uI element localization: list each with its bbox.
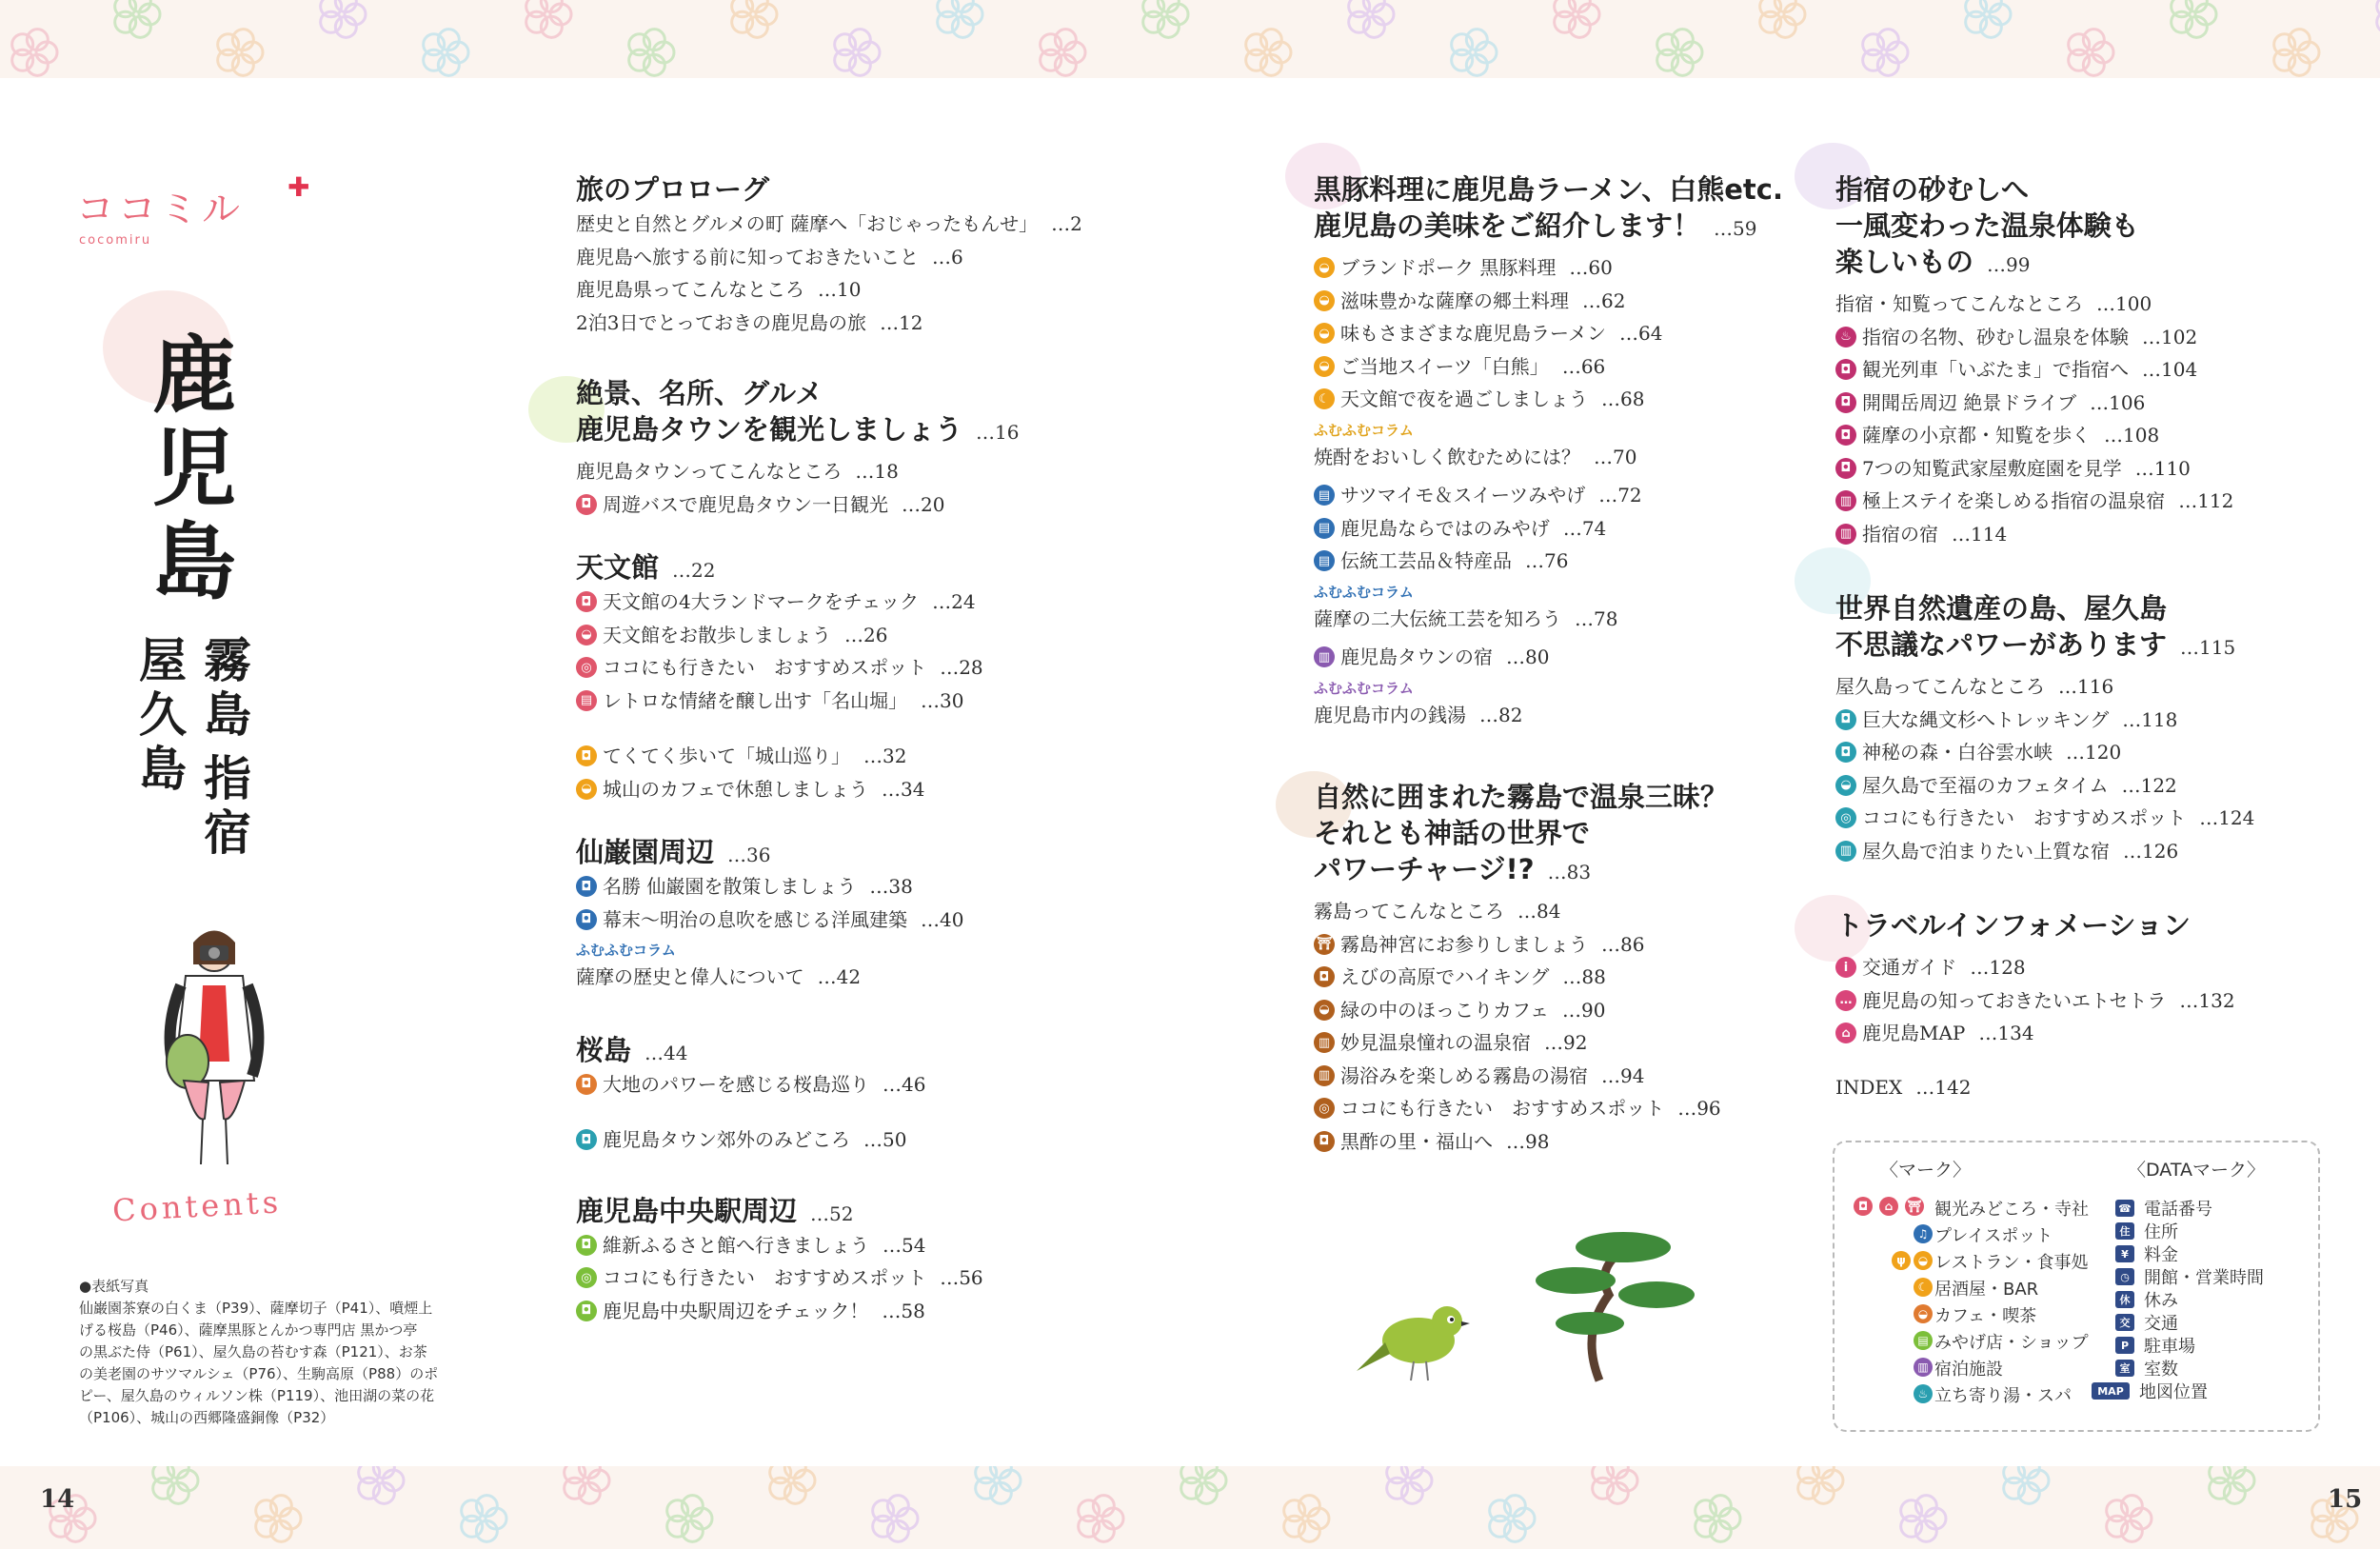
- bed-icon: ▥: [1914, 1358, 1933, 1377]
- legend-data-row: 室 室数: [2115, 1356, 2178, 1380]
- toc-item[interactable]: ◘ 周遊バスで鹿児島タウン一日観光 …20: [576, 488, 1147, 522]
- pattern-flower: [617, 19, 684, 78]
- camera-icon: ◘: [1835, 359, 1856, 380]
- pattern-flower: [1889, 1485, 1955, 1549]
- bed-icon: ▥: [1835, 524, 1856, 545]
- play-icon: ♫: [1914, 1224, 1933, 1243]
- toc-item[interactable]: ▤ 鹿児島ならではのみやげ …74: [1314, 512, 1809, 546]
- pattern-flower: [449, 1485, 516, 1549]
- pattern-flower: [823, 19, 889, 78]
- temple-icon: ⌂: [1879, 1197, 1898, 1216]
- toc-section: [576, 171, 1147, 339]
- food-icon: ◒: [1314, 257, 1335, 278]
- toc-item[interactable]: ◘ 巨大な縄文杉へトレッキング …118: [1835, 704, 2350, 737]
- toc-item[interactable]: ◎ ココにも行きたい おすすめスポット …56: [576, 1261, 1147, 1295]
- bag-icon: ▤: [1314, 518, 1335, 539]
- cup-icon: ◒: [576, 779, 597, 800]
- toc-item[interactable]: ◘ 大地のパワーを感じる桜島巡り …46: [576, 1068, 1147, 1102]
- section-title-line-2: 鹿児島タウンを観光しましょう …16: [576, 413, 1020, 446]
- section-title: 鹿児島中央駅周辺 …52: [576, 1194, 854, 1227]
- toc-section: [576, 834, 1147, 994]
- yen-icon: ¥: [2115, 1245, 2134, 1262]
- bed-icon: ▥: [1314, 1065, 1335, 1086]
- legend-data-row: 住 住所: [2115, 1219, 2178, 1243]
- toc-item[interactable]: ▥ 湯浴みを楽しめる霧島の湯宿 …94: [1314, 1060, 1809, 1093]
- section-title-line-2: それとも神話の世界で: [1314, 817, 1591, 849]
- toc-item[interactable]: ◒ 滋味豊かな薩摩の郷土料理 …62: [1314, 285, 1809, 318]
- pattern-flower: [2262, 19, 2329, 78]
- section-title: トラベルインフォメーション: [1835, 909, 2191, 942]
- subtitle-column-2: 屋 久 島: [139, 632, 187, 797]
- toc-item[interactable]: ◒ ブランドポーク 黒豚料理 …60: [1314, 251, 1809, 285]
- section-title: 黒豚料理に鹿児島ラーメン、白熊etc.: [1314, 173, 1783, 206]
- bag-icon: ▤: [1914, 1331, 1933, 1350]
- toc-item[interactable]: 歴史と自然とグルメの町 薩摩へ「おじゃったもんせ」 …2: [576, 212, 1082, 235]
- pattern-flower: [1851, 19, 1917, 78]
- legend-mark: 観光みどころ・寺社: [1934, 1200, 2089, 1220]
- toc-item[interactable]: ▤ 伝統工芸品＆特産品 …76: [1314, 545, 1809, 578]
- pattern-flower: [1580, 1466, 1647, 1514]
- section-title: 世界自然遺産の島、屋久島: [1835, 592, 2168, 625]
- toc-item[interactable]: ◘ 鹿児島中央駅周辺をチェック！ …58: [576, 1295, 1147, 1328]
- toc-item[interactable]: ◎ ココにも行きたい おすすめスポット …124: [1835, 802, 2350, 835]
- page-number-right: 15: [2328, 1485, 2363, 1514]
- legend-data-row: ☎ 電話番号: [2115, 1196, 2212, 1221]
- toc-item[interactable]: 鹿児島市内の銭湯 …82: [1314, 703, 1523, 726]
- rooms-icon: 室: [2115, 1360, 2134, 1377]
- legend-data-title: 〈DATAマーク〉: [2128, 1160, 2265, 1181]
- toc-item[interactable]: 霧島ってこんなところ …84: [1314, 900, 1561, 923]
- toc-item[interactable]: ◒ ご当地スイーツ「白熊」 …66: [1314, 350, 1809, 384]
- pattern-flower: [2159, 0, 2226, 48]
- column-tag: ふむふむコラム: [1314, 583, 1414, 601]
- camera-icon: ◘: [1314, 966, 1335, 987]
- toc-section: [1314, 779, 1809, 1158]
- toc-item[interactable]: ◘ 開聞岳周辺 絶景ドライブ …106: [1835, 387, 2350, 420]
- legend-data-row: 休 休み: [2115, 1287, 2178, 1312]
- etc-icon: …: [1835, 990, 1856, 1011]
- title-char-3: 島: [152, 512, 237, 611]
- title-char-2: 児: [152, 419, 237, 518]
- bed-icon: ▥: [1314, 1032, 1335, 1053]
- toc-item[interactable]: ◘ 神秘の森・白谷雲水峡 …120: [1835, 736, 2350, 769]
- pattern-flower: [1337, 0, 1403, 48]
- pattern-flower: [1169, 1466, 1236, 1514]
- camera-icon: ◘: [1835, 392, 1856, 413]
- food-icon: ◒: [1314, 290, 1335, 311]
- cover-photo-line: 仙巌園茶寮の白くま（P39）、薩摩切子（P41）、噴煙上: [79, 1300, 433, 1317]
- toc-item[interactable]: ◒ 城山のカフェで休憩しましょう …34: [576, 773, 1147, 806]
- map-icon: ⌂: [1835, 1023, 1856, 1043]
- spot-icon: ◎: [576, 657, 597, 678]
- toc-item[interactable]: ▤ サツマイモ＆スイーツみやげ …72: [1314, 479, 1809, 512]
- pattern-flower: [720, 0, 786, 48]
- pattern-flower: [1375, 1466, 1441, 1514]
- toc-item[interactable]: 屋久島ってこんなところ …116: [1835, 675, 2114, 698]
- legend-data-row: P 駐車場: [2115, 1333, 2195, 1358]
- index-link[interactable]: INDEX …142: [1835, 1075, 1972, 1099]
- cover-photo-heading: ●表紙写真: [79, 1278, 149, 1295]
- bag-icon: ▤: [1314, 550, 1335, 571]
- toc-item[interactable]: 鹿児島へ旅する前に知っておきたいこと …6: [576, 245, 963, 268]
- main-title: [152, 326, 243, 611]
- pattern-flower: [1542, 0, 1609, 48]
- moon-icon: ☾: [1914, 1278, 1933, 1297]
- section-title: 仙巌園周辺 …36: [576, 836, 771, 868]
- bag-icon: ▤: [576, 690, 597, 711]
- legend-data-row: 交 交通: [2115, 1310, 2178, 1335]
- toc-item[interactable]: ◘ 7つの知覧武家屋敷庭園を見学 …110: [1835, 452, 2350, 486]
- legend-data-row: ¥ 料金: [2115, 1241, 2178, 1266]
- section-title-line-2: 不思議なパワーがあります …115: [1835, 628, 2236, 661]
- page-number-left: 14: [40, 1485, 75, 1514]
- section-title: 桜島 …44: [576, 1033, 688, 1066]
- toc-section: [576, 549, 1147, 805]
- moon-icon: ☾: [1314, 388, 1335, 409]
- pattern-flower: [1954, 0, 2020, 48]
- legend-mark: 居酒屋・BAR: [1934, 1280, 2039, 1300]
- toc-item[interactable]: ◒ 緑の中のほっこりカフェ …90: [1314, 994, 1809, 1027]
- section-title: 旅のプロローグ: [576, 173, 770, 206]
- camera-icon: ◘: [1835, 458, 1856, 479]
- toc-item[interactable]: ♨ 指宿の名物、砂むし温泉を体験 …102: [1835, 321, 2350, 354]
- toc-item[interactable]: ◘ 名勝 仙巌園を散策しましょう …38: [576, 870, 1147, 904]
- shrine-icon: ⛩: [1905, 1197, 1924, 1216]
- legend-data-row: ◷ 開館・営業時間: [2115, 1264, 2264, 1289]
- closed-icon: 休: [2115, 1291, 2134, 1308]
- camera-icon: ◘: [1854, 1197, 1873, 1216]
- pattern-flower: [861, 1485, 927, 1549]
- cover-photo-line: （P106）、城山の西郷隆盛銅像（P32）: [79, 1409, 335, 1426]
- pattern-flower: [1478, 1485, 1544, 1549]
- section-title: 天文館 …22: [576, 551, 716, 584]
- cover-photo-line: げる桜島（P46）、薩摩黒豚とんかつ専門店 黒かつ亭: [79, 1321, 418, 1339]
- section-title: 絶景、名所、グルメ: [576, 377, 823, 409]
- legend-mark: レストラン・食事処: [1934, 1253, 2089, 1273]
- camera-icon: ◘: [576, 1129, 597, 1150]
- toc-item[interactable]: 薩摩の歴史と偉人について …42: [576, 965, 862, 988]
- pattern-flower: [1066, 1485, 1133, 1549]
- camera-icon: ◘: [1835, 742, 1856, 763]
- traveler-illustration: [148, 919, 281, 1176]
- pattern-flower: [2056, 19, 2123, 78]
- contents-label: Contents: [111, 1183, 283, 1229]
- brand-logo: [76, 171, 314, 233]
- column-tag: ふむふむコラム: [1314, 421, 1414, 439]
- bag-icon: ▤: [1314, 485, 1335, 506]
- section-title-line-2: 一風変わった温泉体験も: [1835, 209, 2139, 242]
- address-icon: 住: [2115, 1222, 2134, 1240]
- legend-mark: みやげ店・ショップ: [1934, 1333, 2089, 1353]
- camera-icon: ◘: [576, 1074, 597, 1095]
- food-icon: ◒: [1914, 1251, 1933, 1270]
- cover-photo-line: の黒ぶた侍（P61）、屋久島の苔むす森（P121）、お茶: [79, 1343, 427, 1360]
- section-title-line-3: パワーチャージ!? …83: [1314, 853, 1592, 885]
- logo-sub: cocomiru: [79, 233, 152, 248]
- map-icon: MAP: [2092, 1382, 2130, 1400]
- legend-mark: 立ち寄り湯・スパ: [1934, 1386, 2072, 1406]
- pattern-flower: [1786, 1466, 1853, 1514]
- bath-icon: ♨: [1835, 327, 1856, 348]
- info-icon: i: [1835, 957, 1856, 978]
- cup-icon: ◒: [1914, 1304, 1933, 1323]
- camera-icon: ◘: [1835, 709, 1856, 730]
- toc-item[interactable]: ◎ ココにも行きたい おすすめスポット …28: [576, 651, 1147, 685]
- food-icon: ◒: [1314, 323, 1335, 344]
- column-tag: ふむふむコラム: [576, 942, 676, 959]
- camera-icon: ◘: [1314, 1131, 1335, 1152]
- bird-pine-illustration: [1352, 1228, 1704, 1419]
- toc-column-2: [1314, 171, 1809, 1158]
- section-title: 自然に囲まれた霧島で温泉三昧？: [1314, 781, 1729, 813]
- logo-text: ココミル: [76, 188, 244, 231]
- cup-icon: ◒: [1835, 775, 1856, 796]
- bath-icon: ♨: [1914, 1384, 1933, 1403]
- toc-section: [576, 1032, 1147, 1157]
- toc-item[interactable]: ◘ 黒酢の里・福山へ …98: [1314, 1125, 1809, 1159]
- camera-icon: ◘: [576, 1301, 597, 1321]
- toc-item[interactable]: … 鹿児島の知っておきたいエトセトラ …132: [1835, 984, 2350, 1018]
- toc-item[interactable]: ▤ レトロな情緒を醸し出す「名山堀」 …30: [576, 685, 1147, 718]
- toc-item[interactable]: 薩摩の二大伝統工芸を知ろう …78: [1314, 606, 1618, 630]
- pattern-flower: [1272, 1485, 1339, 1549]
- pattern-flower: [206, 19, 272, 78]
- pattern-flower: [1131, 0, 1198, 48]
- shrine-icon: ⛩: [1314, 934, 1335, 955]
- cup-icon: ◒: [1314, 356, 1335, 377]
- pattern-flower: [1645, 19, 1712, 78]
- toc-item[interactable]: 2泊3日でとっておきの鹿児島の旅 …12: [576, 310, 923, 334]
- top-pattern-band: [0, 0, 2380, 78]
- pattern-flower: [655, 1485, 722, 1549]
- toc-section: [1314, 171, 1809, 731]
- toc-section: [1835, 171, 2350, 550]
- pattern-flower: [347, 1466, 413, 1514]
- pattern-flower: [552, 1466, 619, 1514]
- spot-icon: ◎: [576, 1267, 597, 1288]
- toc-item[interactable]: ▥ 妙見温泉憧れの温泉宿 …92: [1314, 1026, 1809, 1060]
- camera-icon: ◘: [576, 1235, 597, 1256]
- cup-icon: ◒: [1314, 1000, 1335, 1021]
- toc-section: [576, 375, 1147, 521]
- cover-photo-line: の美老園のサツマルシェ（P76）、生駒高原（P88）のポ: [79, 1365, 439, 1382]
- toc-item[interactable]: i 交通ガイド …128: [1835, 951, 2350, 984]
- toc-item[interactable]: ◘ えびの高原でハイキング …88: [1314, 961, 1809, 994]
- pattern-flower: [244, 1485, 310, 1549]
- pattern-flower: [925, 0, 992, 48]
- toc-item[interactable]: ▥ 屋久島で泊まりたい上質な宿 …126: [1835, 835, 2350, 868]
- toc-section: [1835, 907, 2350, 1050]
- pattern-flower: [411, 19, 478, 78]
- pattern-flower: [308, 0, 375, 48]
- toc-section: [576, 1193, 1147, 1328]
- pattern-flower: [0, 19, 67, 78]
- clock-icon: ◷: [2115, 1268, 2134, 1285]
- section-title-line-3: 楽しいもの …99: [1835, 246, 2031, 278]
- toc-item[interactable]: ◘ 薩摩の小京都・知覧を歩く …108: [1835, 419, 2350, 452]
- pattern-flower: [1992, 1466, 2058, 1514]
- pattern-flower: [1748, 0, 1815, 48]
- transport-icon: 交: [2115, 1314, 2134, 1331]
- toc-item[interactable]: ▥ 指宿の宿 …114: [1835, 518, 2350, 551]
- pattern-flower: [758, 1466, 824, 1514]
- spot-icon: ◎: [1314, 1098, 1335, 1119]
- section-title-line-2: 鹿児島の美味をご紹介します！ …59: [1314, 209, 1757, 242]
- pattern-flower: [1683, 1485, 1750, 1549]
- toc-item[interactable]: ▥ 極上ステイを楽しめる指宿の温泉宿 …112: [1835, 485, 2350, 518]
- pattern-flower: [2197, 1466, 2264, 1514]
- pattern-flower: [963, 1466, 1030, 1514]
- toc-item[interactable]: ◒ 天文館をお散歩しましょう …26: [576, 619, 1147, 652]
- phone-icon: ☎: [2115, 1200, 2134, 1217]
- toc-item[interactable]: 焼酎をおいしく飲むためには？ …70: [1314, 445, 1637, 468]
- pattern-flower: [2365, 0, 2380, 48]
- legend-mark: カフェ・喫茶: [1934, 1306, 2037, 1326]
- logo-cross-icon: ✚: [288, 171, 314, 203]
- column-tag: ふむふむコラム: [1314, 679, 1414, 697]
- toc-item[interactable]: ⌂ 鹿児島MAP …134: [1835, 1017, 2350, 1050]
- bed-icon: ▥: [1835, 490, 1856, 511]
- toc-item[interactable]: 鹿児島県ってこんなところ …10: [576, 278, 862, 301]
- pattern-flower: [141, 1466, 208, 1514]
- pattern-flower: [1028, 19, 1095, 78]
- pattern-flower: [514, 0, 581, 48]
- legend-mark: プレイスポット: [1934, 1226, 2053, 1246]
- bed-icon: ▥: [1835, 841, 1856, 862]
- toc-item[interactable]: 指宿・知覧ってこんなところ …100: [1835, 292, 2152, 315]
- pattern-flower: [2094, 1485, 2161, 1549]
- toc-column-1: [576, 171, 1147, 1327]
- pattern-flower: [1234, 19, 1300, 78]
- toc-item[interactable]: ◎ ココにも行きたい おすすめスポット …96: [1314, 1092, 1809, 1125]
- toc-item[interactable]: ◒ 味もさまざまな鹿児島ラーメン …64: [1314, 317, 1809, 350]
- toc-column-3: [1835, 171, 2350, 1103]
- section-title: 指宿の砂むしへ: [1835, 173, 2030, 206]
- subtitle-column-1: 霧 島 指 宿: [204, 632, 251, 861]
- camera-icon: ◘: [576, 494, 597, 515]
- parking-icon: P: [2115, 1337, 2134, 1354]
- toc-item[interactable]: ◘ 鹿児島タウン郊外のみどころ …50: [576, 1123, 1147, 1157]
- toc-item[interactable]: ◘ 観光列車「いぶたま」で指宿へ …104: [1835, 353, 2350, 387]
- pattern-flower: [1439, 19, 1506, 78]
- toc-item[interactable]: ⛩ 霧島神宮にお参りしましょう …86: [1314, 928, 1809, 962]
- toc-section: [1835, 590, 2350, 867]
- bowl-icon: ◒: [576, 625, 597, 645]
- camera-icon: ◘: [576, 909, 597, 930]
- toc-item[interactable]: ◘ 天文館の4大ランドマークをチェック …24: [576, 586, 1147, 619]
- camera-icon: ◘: [1835, 425, 1856, 446]
- bed-icon: ▥: [1314, 646, 1335, 667]
- restaurant-icon: ψ: [1892, 1251, 1911, 1270]
- bottom-pattern-band: [0, 1466, 2380, 1549]
- camera-icon: ◘: [576, 591, 597, 612]
- toc-item[interactable]: ▥ 鹿児島タウンの宿 …80: [1314, 641, 1809, 674]
- cover-photo-line: ピー、屋久島のウィルソン株（P119）、池田湖の菜の花: [79, 1387, 435, 1404]
- toc-item[interactable]: 鹿児島タウンってこんなところ …18: [576, 460, 899, 483]
- cover-photo-notes: [79, 1276, 441, 1429]
- legend-mark-icons: [1854, 1197, 1928, 1216]
- pattern-flower: [103, 0, 169, 48]
- mark-legend: [1833, 1141, 2320, 1432]
- toc-item[interactable]: ◒ 屋久島で至福のカフェタイム …122: [1835, 769, 2350, 803]
- toc-item[interactable]: ◘ てくてく歩いて「城山巡り」 …32: [576, 740, 1147, 773]
- toc-item[interactable]: ◘ 幕末〜明治の息吹を感じる洋風建築 …40: [576, 904, 1147, 937]
- camera-icon: ◘: [576, 745, 597, 766]
- toc-item[interactable]: ◘ 維新ふるさと館へ行きましょう …54: [576, 1229, 1147, 1262]
- legend-marks-title: 〈マーク〉: [1880, 1160, 1972, 1181]
- toc-item[interactable]: ☾ 天文館で夜を過ごしましょう …68: [1314, 383, 1809, 416]
- legend-data-row: MAP 地図位置: [2092, 1379, 2208, 1403]
- camera-icon: ◘: [576, 876, 597, 897]
- spot-icon: ◎: [1835, 807, 1856, 828]
- legend-mark: 宿泊施設: [1934, 1360, 2003, 1380]
- title-char-1: 鹿: [152, 326, 237, 425]
